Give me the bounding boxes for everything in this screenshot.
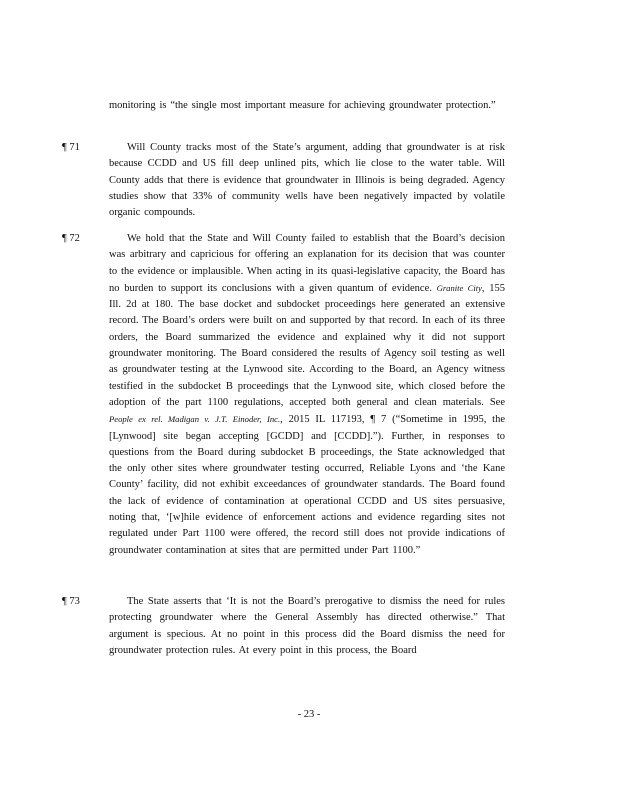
paragraph-text: monitoring is “the single most important measure for achieving groundwater protection.” [109,100,496,111]
paragraph-text [109,231,505,559]
text-segment: , 2015 IL 117193, ¶ 7 (“Sometime in 1995, the [Lynwood] site began accepting [GCDD] and [CCDD].”). Further, in responses to questions from the Board during subdocket B proceedings, the State acknowledged that the only other sites where groundwater testing occurred, Reliable Lyons and ‘the Kane County’ facility, did not exhibit exceedances of groundwater standards. The Board found the lack of evidence of contamination at operational CCDD and US sites persuasive, noting that, ‘[w]hile evidence of enforcement actions and evidence regarding sites not regulated under Part 1100 were offered, the record still does not provide indications of groundwater contamination at sites that are permitted under Part 1100.” [109,414,505,556]
case-citation: People ex rel. Madigan v. J.T. Einoder, Inc. [109,414,281,425]
case-citation: Granite City [436,282,482,293]
paragraph-number: ¶ 71 [62,142,80,153]
paragraph-number: ¶ 72 [62,233,80,244]
paragraph-number: ¶ 73 [62,596,80,607]
paragraph-text: The State asserts that ‘It is not the Board’s prerogative to dismiss the need for rules protecting groundwater where the General Assembly has directed otherwise.” That argument is specious. At no point in this process did the Board dismiss the need for groundwater protection rules. At every point in this process, the Board [109,596,505,656]
page-number: - 23 - [297,709,321,720]
text-segment: , 155 Ill. 2d at 180. The base docket and subdocket proceedings here generated an extensive record. The Board’s orders were built on and supported by that record. In each of its three orders, the Board summarized the evidence and explained why it did not support groundwater monitoring. The Board considered the results of Agency soil testing as well as groundwater testing at the Lynwood site. According to the Board, an Agency witness testified in the subdocket B proceedings that the Lynwood site, which closed before the adoption of the part 1100 regulations, accepted both general and clean materials. See [109,282,506,408]
text-segment: We hold that the State and Will County failed to establish that the Board’s decision was arbitrary and capricious for offering an explanation for its decision that was counter to the evidence or implausible. When acting in its quasi-legislative capacity, the Board has no burden to support its conclusions with a given quantum of evidence. [109,233,505,294]
paragraph-text: Will County tracks most of the State’s argument, adding that groundwater is at risk because CCDD and US fill deep unlined pits, which lie close to the water table. Will County adds that there is evidence that groundwater in Illinois is being degraded. Agency studies show that 33% of community wells have been negatively impacted by volatile organic compounds. [109,142,505,219]
